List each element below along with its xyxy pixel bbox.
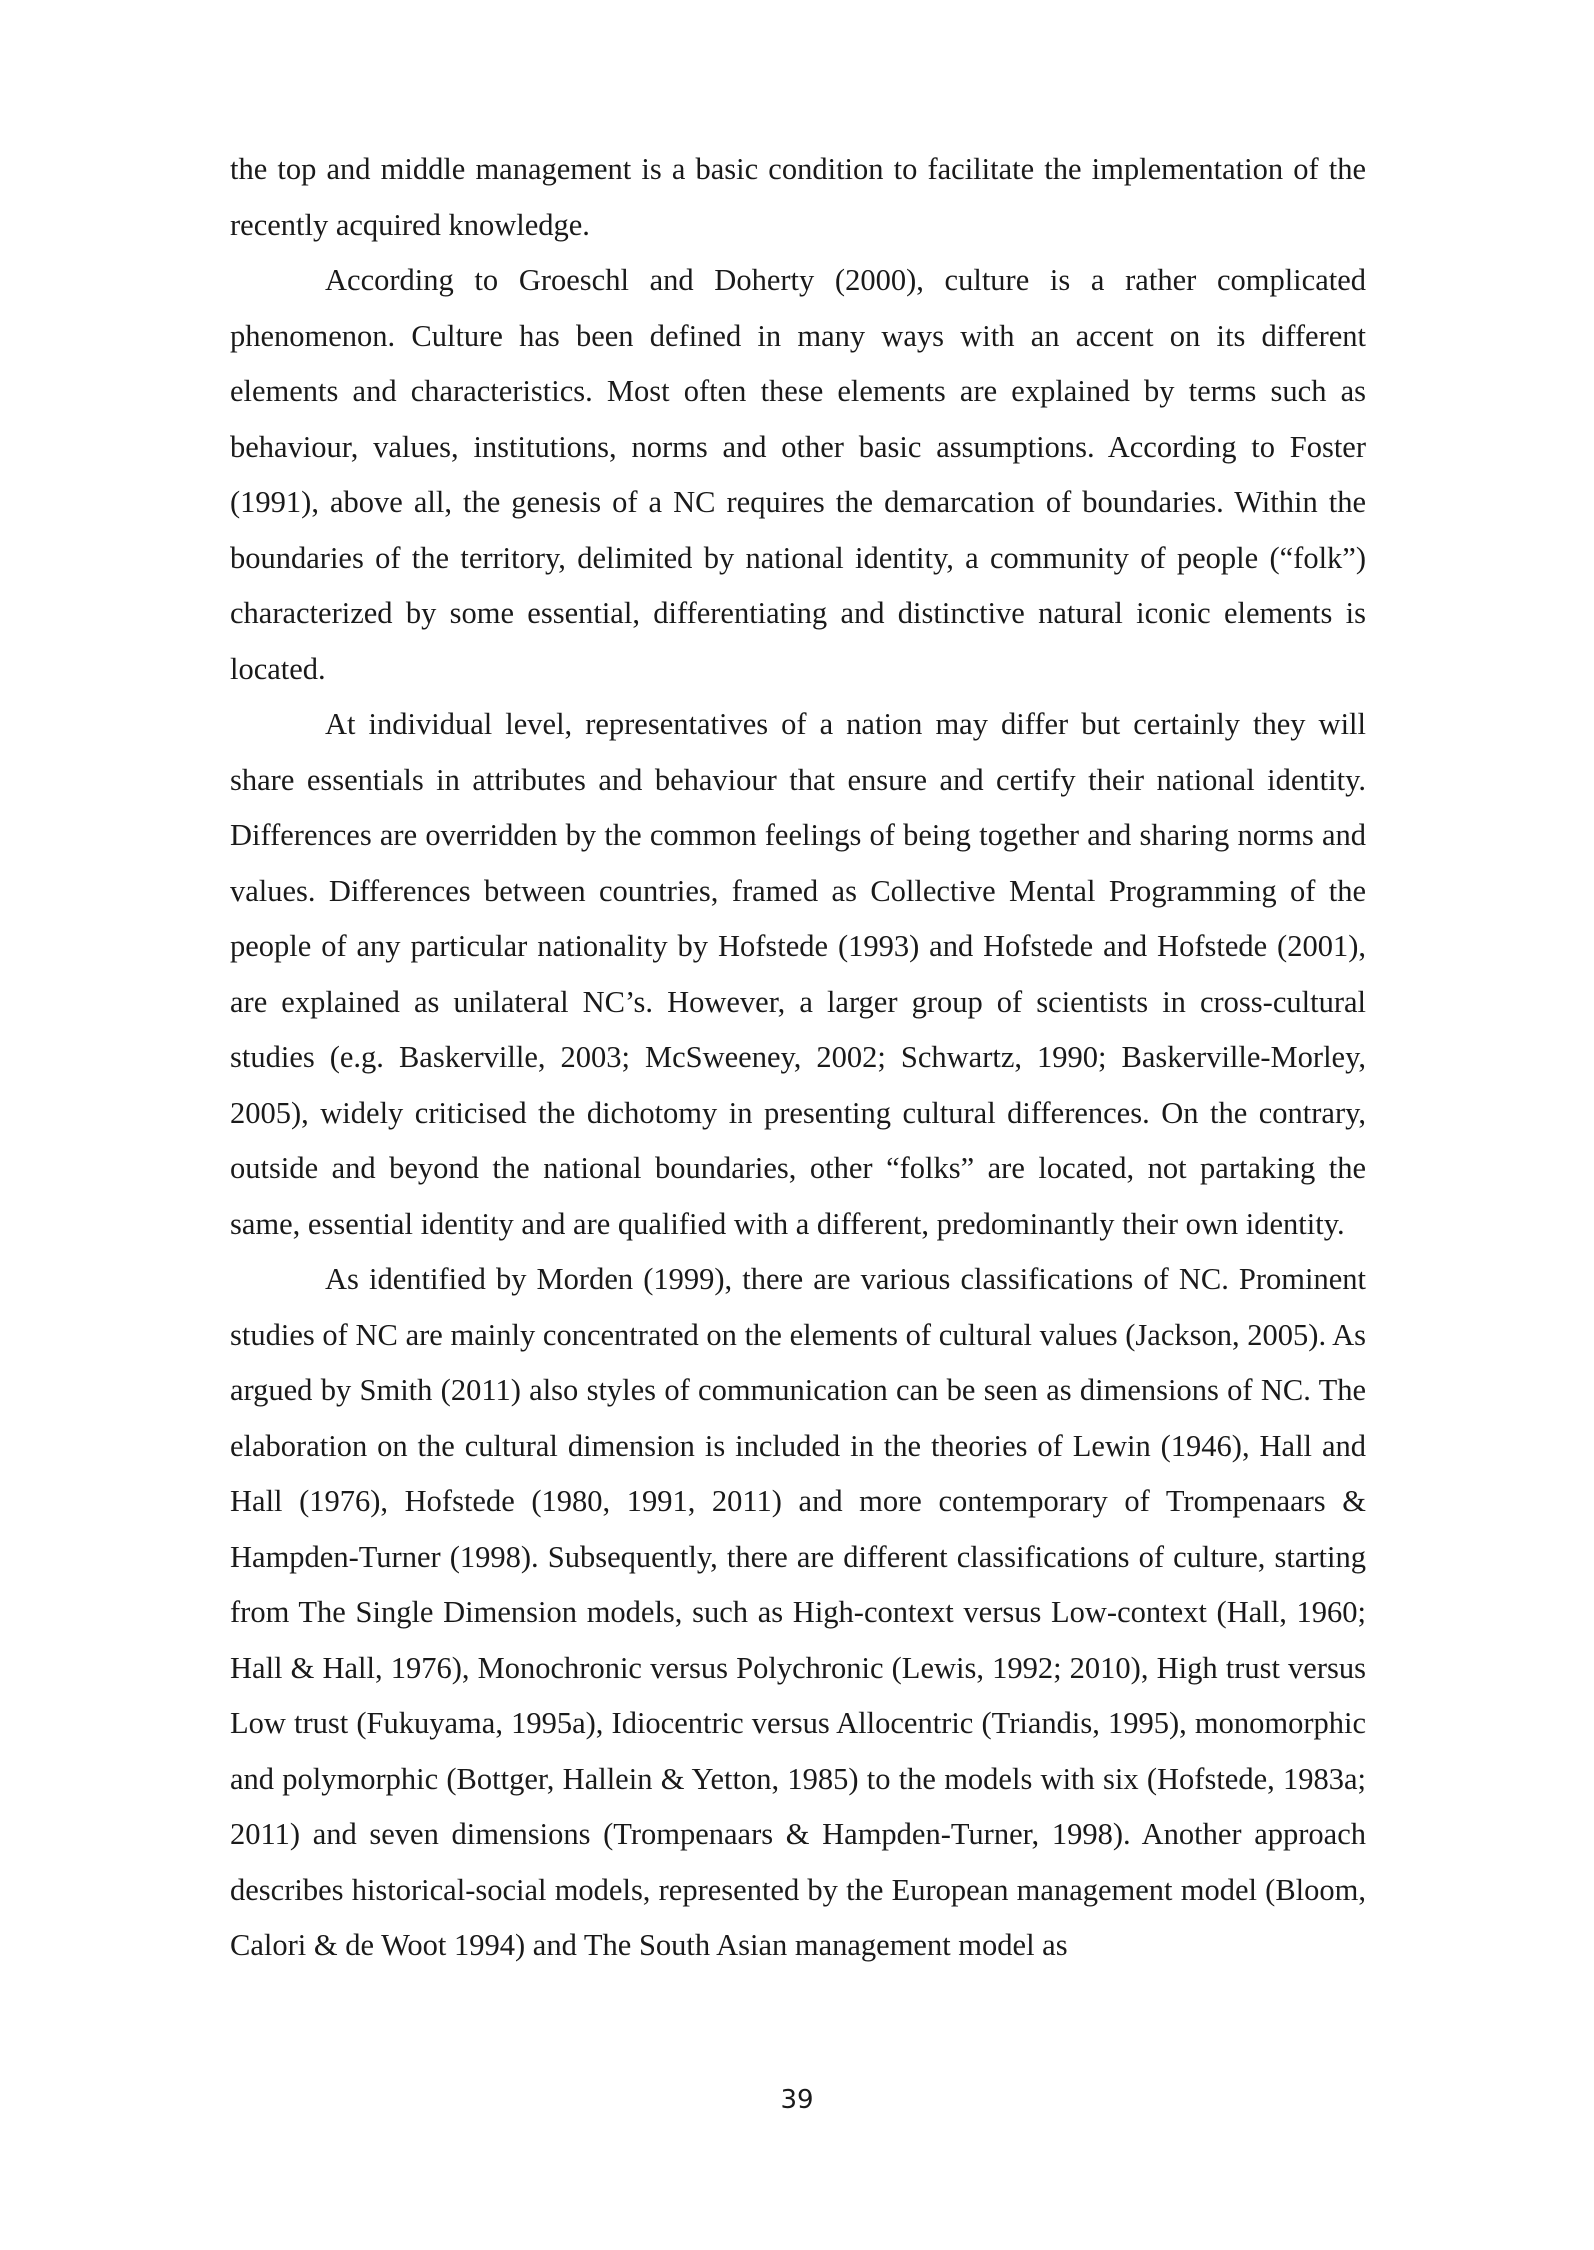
paragraph-4: As identified by Morden (1999), there are various classifications of NC. Prominent studies of NC are mainly concentrated on the elements of cultural values (Jackson, 2005). As argued by Smith (2011) also styles of communication can be seen as dimensions of NC. The elaboration on the cultural dimension is included in the theories of Lewin (1946), Hall and Hall (1976), Hofstede (1980, 1991, 2011) and more contemporary of Trompenaars & Hampden-Turner (1998). Subsequently, there are different classifications of culture, starting from The Single Dimension models, such as High-context versus Low-context (Hall, 1960; Hall & Hall, 1976), Monochronic versus Polychronic (Lewis, 1992; 2010), High trust versus Low trust (Fukuyama, 1995a), Idiocentric versus Allocentric (Triandis, 1995), monomorphic and polymorphic (Bottger, Hallein & Yetton, 1985) to the models with six (Hofstede, 1983a; 2011) and seven dimensions (Trompenaars & Hampden-Turner, 1998). Another approach describes historical-social models, represented by the European management model (Bloom, Calori & de Woot 1994) and The South Asian management model as: [230, 1262, 1366, 1962]
paragraph-1: the top and middle management is a basic condition to facilitate the implementation of the recently acquired knowledge.: [230, 152, 1366, 242]
paragraph-2: According to Groeschl and Doherty (2000), culture is a rather complicated phenomenon. Culture has been defined in many ways with an accent on its different elements and characteristics. Most often these elements are explained by terms such as behaviour, values, institutions, norms and other basic assumptions. According to Foster (1991), above all, the genesis of a NC requires the demarcation of boundaries. Within the boundaries of the territory, delimited by national identity, a community of people (“folk”) characterized by some essential, differentiating and distinctive natural iconic elements is located.: [230, 263, 1366, 686]
body-text: [230, 142, 1366, 1974]
page-number: 39: [780, 2085, 814, 2115]
paragraph-3: At individual level, representatives of a nation may differ but certainly they will share essentials in attributes and behaviour that ensure and certify their national identity. Differences are overridden by the common feelings of being together and sharing norms and values. Differences between countries, framed as Collective Mental Programming of the people of any particular nationality by Hofstede (1993) and Hofstede and Hofstede (2001), are explained as unilateral NC’s. However, a larger group of scientists in cross-cultural studies (e.g. Baskerville, 2003; McSweeney, 2002; Schwartz, 1990; Baskerville-Morley, 2005), widely criticised the dichotomy in presenting cultural differences. On the contrary, outside and beyond the national boundaries, other “folks” are located, not partaking the same, essential identity and are qualified with a different, predominantly their own identity.: [230, 707, 1366, 1241]
